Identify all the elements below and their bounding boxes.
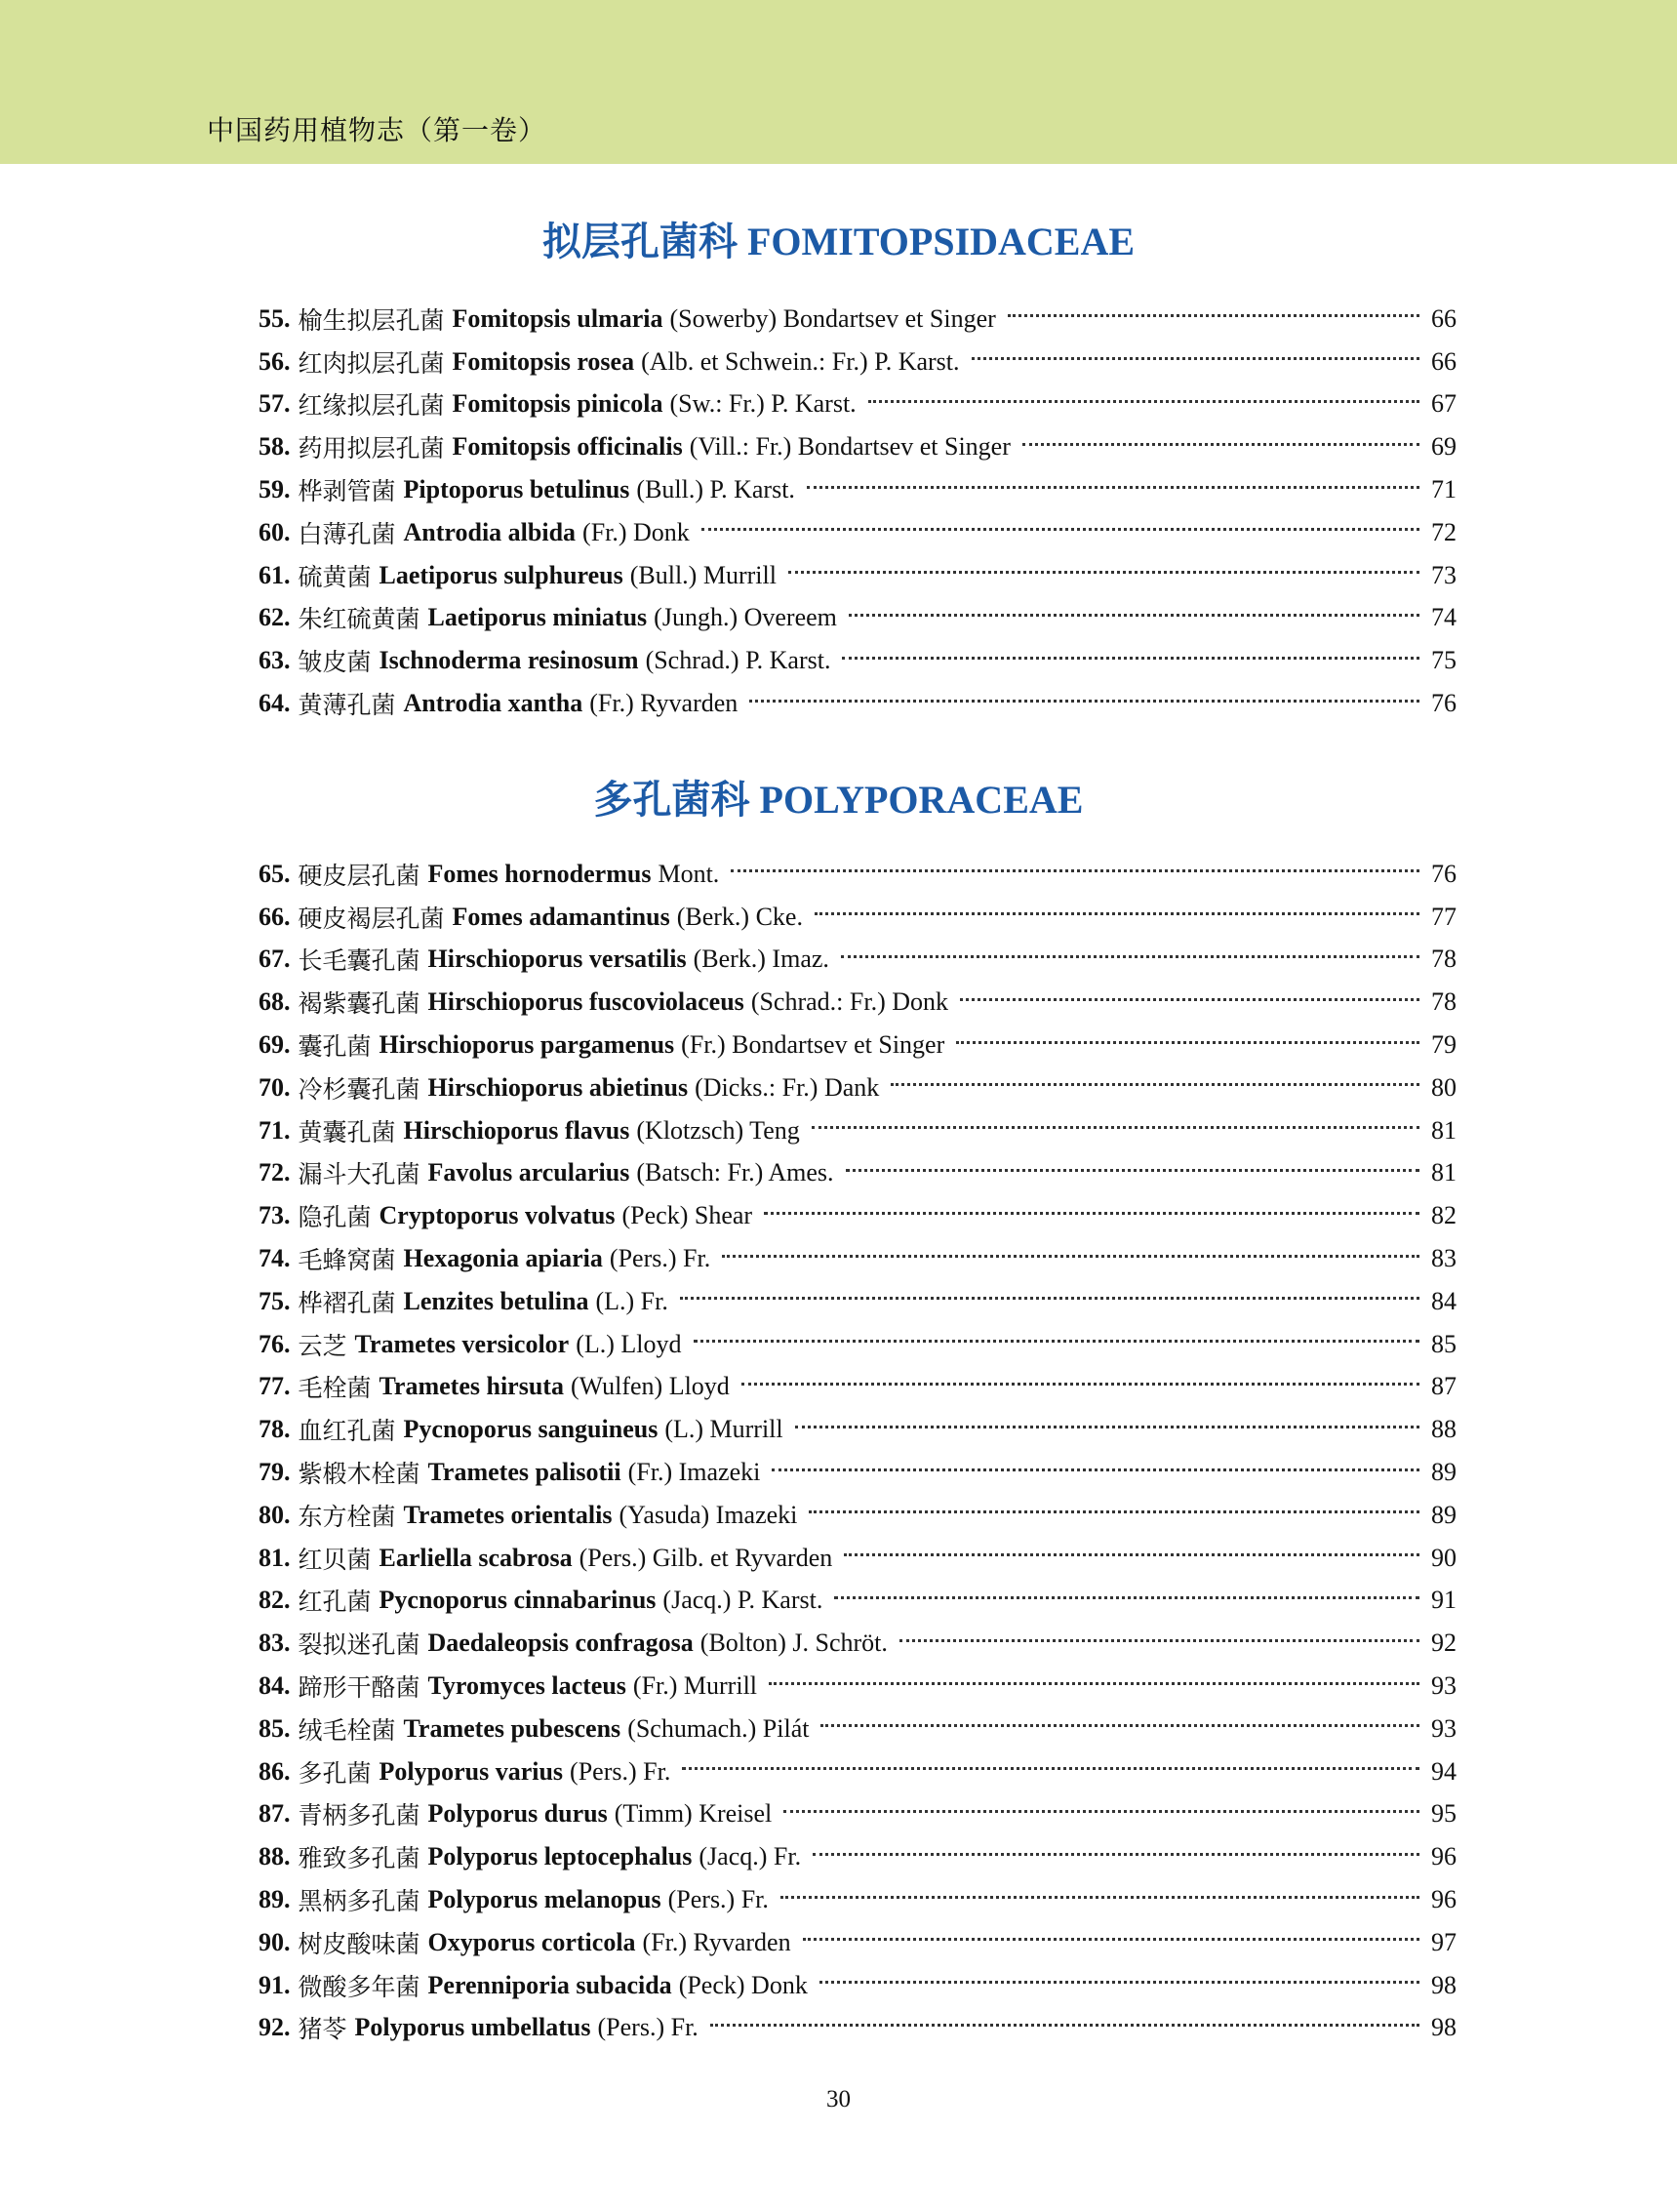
entry-scientific-name: Cryptoporus volvatus xyxy=(379,1201,616,1230)
entry-page-number: 78 xyxy=(1431,987,1457,1017)
dot-leader xyxy=(722,1255,1419,1258)
dot-leader xyxy=(815,912,1419,915)
entry-page-number: 91 xyxy=(1431,1586,1457,1615)
entry-scientific-name: Earliella scabrosa xyxy=(379,1543,573,1572)
entry-number: 66. xyxy=(259,902,291,931)
dot-leader xyxy=(849,614,1419,617)
toc-entry xyxy=(259,853,1457,896)
entry-scientific-name: Fomitopsis ulmaria xyxy=(452,303,663,333)
toc-entry xyxy=(259,1964,1457,2007)
entry-authority: (L.) Fr. xyxy=(595,1286,668,1315)
entry-number: 84. xyxy=(259,1671,291,1701)
entry-scientific-name: Pycnoporus cinnabarinus xyxy=(379,1586,657,1615)
toc-entry xyxy=(259,1194,1457,1237)
entry-chinese-name: 红肉拟层孔菌 xyxy=(298,348,445,378)
entry-scientific-name: Hirschioporus flavus xyxy=(403,1115,630,1145)
entry-number: 68. xyxy=(259,987,291,1017)
toc-entry xyxy=(259,1537,1457,1580)
entry-chinese-name: 雅致多孔菌 xyxy=(298,1844,420,1873)
entry-page-number: 98 xyxy=(1431,1970,1457,1999)
entry-scientific-name: Pycnoporus sanguineus xyxy=(403,1415,659,1444)
toc-entry xyxy=(259,1024,1457,1066)
entry-authority: (Fr.) Donk xyxy=(582,517,690,546)
entry-chinese-name: 青柄多孔菌 xyxy=(298,1801,420,1830)
entry-chinese-name: 紫椴木栓菌 xyxy=(298,1460,420,1489)
entry-page-number: 72 xyxy=(1431,517,1457,546)
entry-number: 69. xyxy=(259,1030,291,1060)
toc-entry xyxy=(259,1066,1457,1109)
toc-entry xyxy=(259,1665,1457,1708)
entry-authority: (Fr.) Ryvarden xyxy=(642,1927,791,1956)
entry-authority: (Schrad.: Fr.) Donk xyxy=(750,987,949,1017)
entry-authority: (Batsch: Fr.) Ames. xyxy=(636,1158,834,1187)
entry-chinese-name: 药用拟层孔菌 xyxy=(298,434,445,463)
dot-leader xyxy=(899,1639,1419,1642)
entry-number: 67. xyxy=(259,945,291,974)
entry-authority: (Peck) Donk xyxy=(678,1970,808,1999)
entry-chinese-name: 桦剥管菌 xyxy=(298,477,396,506)
entry-chinese-name: 白薄孔菌 xyxy=(298,519,396,548)
entry-scientific-name: Fomitopsis rosea xyxy=(452,346,635,376)
entry-authority: (Fr.) Bondartsev et Singer xyxy=(681,1030,945,1060)
toc-entry xyxy=(259,1750,1457,1793)
entry-page-number: 78 xyxy=(1431,945,1457,974)
entry-chinese-name: 囊孔菌 xyxy=(298,1032,372,1062)
entry-page-number: 77 xyxy=(1431,902,1457,931)
entry-number: 85. xyxy=(259,1713,291,1743)
entry-authority: (Pers.) Fr. xyxy=(667,1885,769,1914)
entry-number: 62. xyxy=(259,603,291,632)
entry-chinese-name: 皱皮菌 xyxy=(298,648,372,677)
entry-chinese-name: 猪苓 xyxy=(298,2015,347,2044)
entry-authority: (Yasuda) Imazeki xyxy=(619,1500,798,1529)
toc-entry xyxy=(259,1921,1457,1964)
toc-entry xyxy=(259,425,1457,468)
entry-page-number: 90 xyxy=(1431,1543,1457,1572)
entry-scientific-name: Favolus arcularius xyxy=(427,1158,630,1187)
entry-scientific-name: Antrodia xantha xyxy=(403,689,583,718)
entry-page-number: 74 xyxy=(1431,603,1457,632)
dot-leader xyxy=(819,1981,1419,1984)
toc-entry xyxy=(259,1878,1457,1921)
entry-authority: (Klotzsch) Teng xyxy=(636,1115,800,1145)
entry-number: 79. xyxy=(259,1458,291,1487)
dot-leader xyxy=(749,700,1419,703)
dot-leader xyxy=(682,1767,1419,1770)
dot-leader xyxy=(956,1041,1419,1044)
toc-entry xyxy=(259,1408,1457,1451)
entry-authority: (L.) Lloyd xyxy=(576,1329,682,1358)
entry-authority: (Schumach.) Pilát xyxy=(627,1713,810,1743)
toc-entry xyxy=(259,468,1457,511)
toc-entry xyxy=(259,1323,1457,1366)
entry-authority: (Pers.) Fr. xyxy=(597,2013,699,2042)
dot-leader xyxy=(788,571,1419,574)
entry-scientific-name: Antrodia albida xyxy=(403,517,577,546)
entry-chinese-name: 微酸多年菌 xyxy=(298,1972,420,2001)
entry-page-number: 83 xyxy=(1431,1244,1457,1273)
entry-number: 71. xyxy=(259,1115,291,1145)
toc-entry xyxy=(259,639,1457,682)
entry-page-number: 85 xyxy=(1431,1329,1457,1358)
entry-number: 86. xyxy=(259,1756,291,1786)
entry-scientific-name: Hirschioporus versatilis xyxy=(427,945,687,974)
dot-leader xyxy=(834,1596,1419,1599)
entry-page-number: 96 xyxy=(1431,1842,1457,1871)
entry-authority: (Alb. et Schwein.: Fr.) P. Karst. xyxy=(641,346,960,376)
entry-authority: (Sowerby) Bondartsev et Singer xyxy=(669,303,996,333)
entry-chinese-name: 黄囊孔菌 xyxy=(298,1117,396,1146)
entry-scientific-name: Polyporus durus xyxy=(427,1799,608,1829)
entry-authority: (Fr.) Imazeki xyxy=(627,1458,761,1487)
toc-entry xyxy=(259,1366,1457,1409)
dot-leader xyxy=(694,1340,1419,1343)
dot-leader xyxy=(795,1426,1419,1428)
entry-scientific-name: Laetiporus sulphureus xyxy=(379,560,623,589)
entry-page-number: 67 xyxy=(1431,389,1457,419)
entry-number: 56. xyxy=(259,346,291,376)
entry-page-number: 79 xyxy=(1431,1030,1457,1060)
entry-authority: (Fr.) Murrill xyxy=(632,1671,758,1701)
entry-chinese-name: 榆生拟层孔菌 xyxy=(298,305,445,335)
toc-list-polyporaceae xyxy=(259,853,1457,2049)
toc-entry xyxy=(259,554,1457,597)
entry-scientific-name: Hexagonia apiaria xyxy=(403,1244,603,1273)
dot-leader xyxy=(783,1810,1419,1813)
toc-entry xyxy=(259,1280,1457,1323)
entry-number: 65. xyxy=(259,859,291,888)
entry-scientific-name: Trametes versicolor xyxy=(354,1329,570,1358)
entry-page-number: 71 xyxy=(1431,475,1457,504)
entry-chinese-name: 硫黄菌 xyxy=(298,562,372,591)
entry-chinese-name: 红缘拟层孔菌 xyxy=(298,391,445,421)
toc-entry xyxy=(259,298,1457,341)
entry-page-number: 80 xyxy=(1431,1072,1457,1102)
entry-chinese-name: 树皮酸味菌 xyxy=(298,1929,420,1958)
toc-entry xyxy=(259,1793,1457,1836)
running-header-title: 中国药用植物志（第一卷） xyxy=(207,114,547,146)
entry-page-number: 66 xyxy=(1431,303,1457,333)
entry-scientific-name: Laetiporus miniatus xyxy=(427,603,648,632)
entry-authority: (Timm) Kreisel xyxy=(614,1799,773,1829)
entry-page-number: 84 xyxy=(1431,1286,1457,1315)
entry-number: 64. xyxy=(259,689,291,718)
entry-chinese-name: 褐紫囊孔菌 xyxy=(298,989,420,1019)
toc-list-fomitopsidaceae xyxy=(259,298,1457,725)
entry-chinese-name: 毛栓菌 xyxy=(298,1374,372,1403)
entry-authority: (Fr.) Ryvarden xyxy=(589,689,739,718)
entry-scientific-name: Polyporus leptocephalus xyxy=(427,1842,693,1871)
toc-entry xyxy=(259,1494,1457,1537)
dot-leader xyxy=(846,1169,1419,1172)
entry-page-number: 89 xyxy=(1431,1500,1457,1529)
dot-leader xyxy=(780,1896,1419,1899)
entry-authority: Mont. xyxy=(658,859,720,888)
entry-chinese-name: 血红孔菌 xyxy=(298,1417,396,1446)
entry-scientific-name: Hirschioporus pargamenus xyxy=(379,1030,675,1060)
entry-authority: (Jungh.) Overeem xyxy=(654,603,837,632)
entry-chinese-name: 蹄形干酪菌 xyxy=(298,1673,420,1703)
entry-authority: (Bolton) J. Schröt. xyxy=(699,1629,888,1658)
entry-chinese-name: 裂拟迷孔菌 xyxy=(298,1630,420,1660)
entry-scientific-name: Oxyporus corticola xyxy=(427,1927,636,1956)
dot-leader xyxy=(731,869,1419,872)
entry-authority: (Pers.) Gilb. et Ryvarden xyxy=(579,1543,833,1572)
dot-leader xyxy=(741,1383,1419,1386)
entry-authority: (Sw.: Fr.) P. Karst. xyxy=(669,389,857,419)
entry-authority: (Jacq.) Fr. xyxy=(699,1842,802,1871)
dot-leader xyxy=(809,1510,1419,1513)
entry-page-number: 76 xyxy=(1431,859,1457,888)
dot-leader xyxy=(960,998,1419,1001)
entry-page-number: 88 xyxy=(1431,1415,1457,1444)
entry-chinese-name: 隐孔菌 xyxy=(298,1203,372,1232)
entry-number: 74. xyxy=(259,1244,291,1273)
toc-entry xyxy=(259,2007,1457,2050)
dot-leader xyxy=(769,1682,1419,1685)
entry-authority: (Bull.) P. Karst. xyxy=(636,475,795,504)
dot-leader xyxy=(842,657,1419,660)
entry-page-number: 98 xyxy=(1431,2013,1457,2042)
entry-authority: (Berk.) Imaz. xyxy=(693,945,829,974)
entry-page-number: 94 xyxy=(1431,1756,1457,1786)
entry-page-number: 95 xyxy=(1431,1799,1457,1829)
entry-scientific-name: Polyporus umbellatus xyxy=(354,2013,591,2042)
dot-leader xyxy=(891,1083,1419,1086)
entry-authority: (Schrad.) P. Karst. xyxy=(645,646,831,675)
toc-entry xyxy=(259,341,1457,383)
entry-number: 83. xyxy=(259,1629,291,1658)
entry-scientific-name: Ischnoderma resinosum xyxy=(379,646,639,675)
dot-leader xyxy=(772,1468,1419,1471)
entry-number: 76. xyxy=(259,1329,291,1358)
entry-number: 59. xyxy=(259,475,291,504)
entry-scientific-name: Hirschioporus fuscoviolaceus xyxy=(427,987,744,1017)
entry-authority: (Vill.: Fr.) Bondartsev et Singer xyxy=(689,432,1011,462)
entry-chinese-name: 硬皮层孔菌 xyxy=(298,861,420,890)
entry-number: 55. xyxy=(259,303,291,333)
entry-scientific-name: Polyporus melanopus xyxy=(427,1885,661,1914)
entry-number: 90. xyxy=(259,1927,291,1956)
entry-page-number: 75 xyxy=(1431,646,1457,675)
dot-leader xyxy=(803,1938,1419,1941)
entry-scientific-name: Fomes hornodermus xyxy=(427,859,652,888)
entry-number: 81. xyxy=(259,1543,291,1572)
entry-scientific-name: Trametes palisotii xyxy=(427,1458,621,1487)
entry-number: 63. xyxy=(259,646,291,675)
toc-entry xyxy=(259,896,1457,939)
entry-number: 77. xyxy=(259,1372,291,1401)
entry-number: 57. xyxy=(259,389,291,419)
section-title-fomitopsidaceae: 拟层孔菌科 FOMITOPSIDACEAE xyxy=(541,220,1136,263)
dot-leader xyxy=(812,1126,1419,1129)
entry-number: 91. xyxy=(259,1970,291,1999)
entry-number: 75. xyxy=(259,1286,291,1315)
entry-page-number: 92 xyxy=(1431,1629,1457,1658)
toc-entry xyxy=(259,1580,1457,1623)
dot-leader xyxy=(972,357,1419,360)
toc-entry xyxy=(259,1152,1457,1195)
entry-chinese-name: 桦褶孔菌 xyxy=(298,1288,396,1317)
dot-leader xyxy=(807,486,1419,489)
entry-page-number: 76 xyxy=(1431,689,1457,718)
entry-authority: (Wulfen) Lloyd xyxy=(570,1372,730,1401)
entry-authority: (Berk.) Cke. xyxy=(676,902,803,931)
entry-number: 87. xyxy=(259,1799,291,1829)
entry-scientific-name: Polyporus varius xyxy=(379,1756,564,1786)
entry-scientific-name: Fomitopsis officinalis xyxy=(452,432,683,462)
toc-entry xyxy=(259,1708,1457,1750)
dot-leader xyxy=(1008,314,1419,317)
entry-scientific-name: Tyromyces lacteus xyxy=(427,1671,626,1701)
entry-page-number: 93 xyxy=(1431,1671,1457,1701)
entry-number: 89. xyxy=(259,1885,291,1914)
entry-number: 80. xyxy=(259,1500,291,1529)
toc-entry xyxy=(259,1237,1457,1280)
entry-page-number: 69 xyxy=(1431,432,1457,462)
entry-scientific-name: Trametes hirsuta xyxy=(379,1372,564,1401)
entry-chinese-name: 漏斗大孔菌 xyxy=(298,1160,420,1189)
entry-page-number: 73 xyxy=(1431,560,1457,589)
dot-leader xyxy=(820,1724,1419,1727)
entry-number: 88. xyxy=(259,1842,291,1871)
entry-scientific-name: Piptoporus betulinus xyxy=(403,475,630,504)
toc-entry xyxy=(259,1835,1457,1878)
entry-number: 60. xyxy=(259,517,291,546)
dot-leader xyxy=(710,2024,1419,2027)
entry-authority: (L.) Murrill xyxy=(664,1415,783,1444)
dot-leader xyxy=(680,1297,1419,1300)
entry-number: 92. xyxy=(259,2013,291,2042)
entry-chinese-name: 朱红硫黄菌 xyxy=(298,605,420,634)
entry-authority: (Pers.) Fr. xyxy=(609,1244,711,1273)
entry-page-number: 81 xyxy=(1431,1115,1457,1145)
dot-leader xyxy=(1022,443,1419,446)
entry-page-number: 66 xyxy=(1431,346,1457,376)
entry-scientific-name: Lenzites betulina xyxy=(403,1286,589,1315)
toc-entry xyxy=(259,383,1457,426)
toc-entry xyxy=(259,682,1457,725)
dot-leader xyxy=(764,1212,1419,1215)
entry-page-number: 82 xyxy=(1431,1201,1457,1230)
entry-page-number: 81 xyxy=(1431,1158,1457,1187)
entry-page-number: 97 xyxy=(1431,1927,1457,1956)
entry-scientific-name: Fomitopsis pinicola xyxy=(452,389,663,419)
entry-page-number: 87 xyxy=(1431,1372,1457,1401)
entry-number: 82. xyxy=(259,1586,291,1615)
entry-page-number: 93 xyxy=(1431,1713,1457,1743)
toc-entry xyxy=(259,1622,1457,1665)
entry-page-number: 89 xyxy=(1431,1458,1457,1487)
entry-number: 61. xyxy=(259,560,291,589)
dot-leader xyxy=(868,400,1419,403)
entry-scientific-name: Fomes adamantinus xyxy=(452,902,670,931)
entry-chinese-name: 东方栓菌 xyxy=(298,1502,396,1531)
toc-entry xyxy=(259,511,1457,554)
toc-entry xyxy=(259,981,1457,1024)
entry-number: 78. xyxy=(259,1415,291,1444)
toc-entry xyxy=(259,1109,1457,1152)
entry-authority: (Jacq.) P. Karst. xyxy=(662,1586,823,1615)
entry-authority: (Dicks.: Fr.) Dank xyxy=(695,1072,880,1102)
entry-chinese-name: 红孔菌 xyxy=(298,1588,372,1617)
entry-chinese-name: 黑柄多孔菌 xyxy=(298,1887,420,1916)
entry-scientific-name: Perenniporia subacida xyxy=(427,1970,672,1999)
entry-chinese-name: 云芝 xyxy=(298,1331,347,1360)
entry-number: 58. xyxy=(259,432,291,462)
entry-authority: (Pers.) Fr. xyxy=(570,1756,671,1786)
page-number: 30 xyxy=(826,2086,851,2112)
dot-leader xyxy=(844,1553,1419,1556)
entry-scientific-name: Trametes pubescens xyxy=(403,1713,621,1743)
dot-leader xyxy=(841,955,1419,958)
entry-authority: (Peck) Shear xyxy=(621,1201,753,1230)
toc-entry xyxy=(259,939,1457,982)
entry-number: 72. xyxy=(259,1158,291,1187)
entry-scientific-name: Hirschioporus abietinus xyxy=(427,1072,689,1102)
entry-scientific-name: Trametes orientalis xyxy=(403,1500,613,1529)
entry-chinese-name: 毛蜂窝菌 xyxy=(298,1246,396,1275)
entry-chinese-name: 黄薄孔菌 xyxy=(298,691,396,720)
entry-page-number: 96 xyxy=(1431,1885,1457,1914)
entry-chinese-name: 硬皮褐层孔菌 xyxy=(298,904,445,933)
entry-number: 73. xyxy=(259,1201,291,1230)
entry-chinese-name: 长毛囊孔菌 xyxy=(298,946,420,976)
entry-chinese-name: 冷杉囊孔菌 xyxy=(298,1074,420,1104)
toc-entry xyxy=(259,597,1457,640)
entry-chinese-name: 红贝菌 xyxy=(298,1545,372,1574)
dot-leader xyxy=(813,1853,1419,1856)
entry-authority: (Bull.) Murrill xyxy=(629,560,777,589)
dot-leader xyxy=(701,528,1419,531)
entry-scientific-name: Daedaleopsis confragosa xyxy=(427,1629,694,1658)
entry-chinese-name: 多孔菌 xyxy=(298,1758,372,1788)
toc-entry xyxy=(259,1451,1457,1494)
entry-number: 70. xyxy=(259,1072,291,1102)
section-title-polyporaceae: 多孔菌科 POLYPORACEAE xyxy=(593,778,1084,822)
entry-chinese-name: 绒毛栓菌 xyxy=(298,1715,396,1745)
